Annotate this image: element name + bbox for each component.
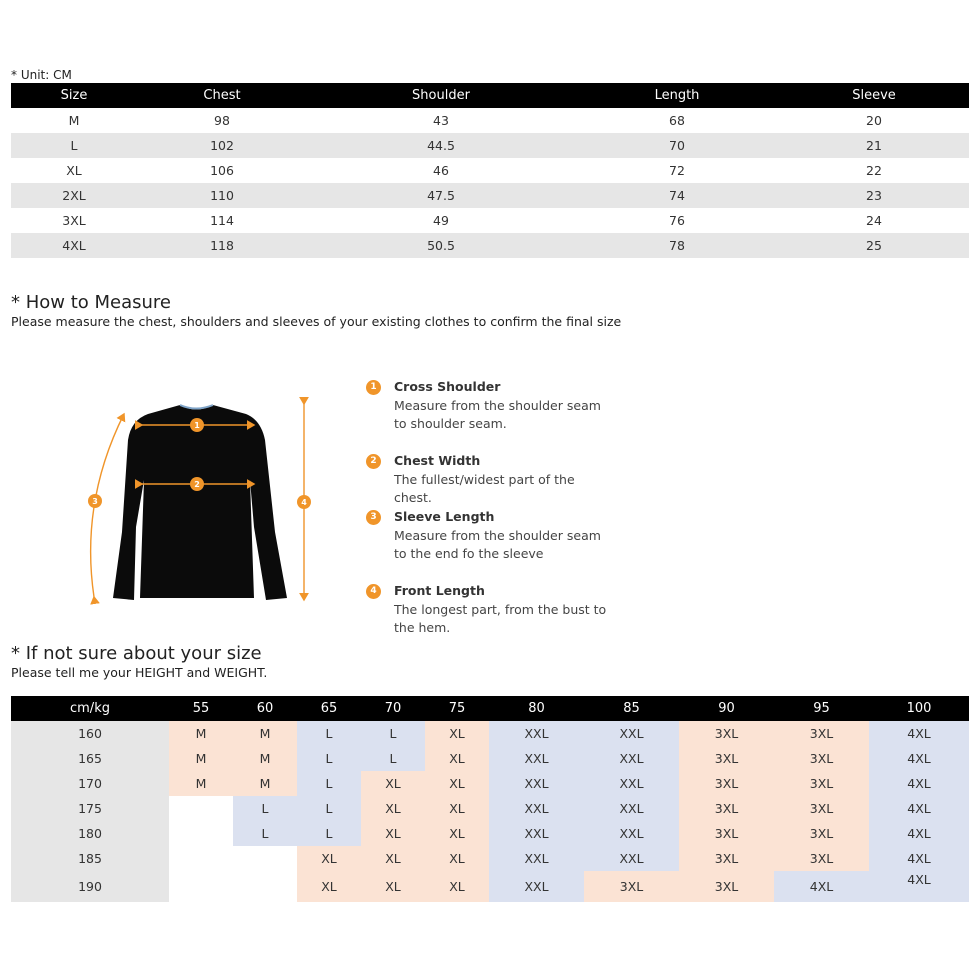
- size-cell: L: [361, 721, 425, 746]
- size-cell: XXL: [489, 721, 584, 746]
- size-cell: 3XL: [774, 721, 869, 746]
- size-cell: L: [361, 746, 425, 771]
- size-cell: XL: [425, 871, 489, 902]
- shoulder-cell: 46: [433, 163, 449, 178]
- unit-note: * Unit: CM: [11, 68, 72, 82]
- height-cell: 165: [11, 746, 169, 771]
- height-cell: 170: [11, 771, 169, 796]
- size-cell: 3XL: [679, 721, 774, 746]
- table-row: [11, 796, 969, 821]
- size-cell: L: [233, 821, 297, 846]
- length-cell: 76: [669, 213, 685, 228]
- size-cell: 4XL: [869, 846, 969, 871]
- size-cell: XL: [361, 846, 425, 871]
- size-cell: 3XL: [679, 846, 774, 871]
- how-to-measure-heading: * How to Measure: [11, 292, 172, 313]
- size-cell: M: [233, 746, 297, 771]
- marker-label: 3: [92, 497, 98, 506]
- fit-guide-heading: * If not sure about your size: [11, 643, 262, 664]
- size-cell: L: [233, 796, 297, 821]
- size-cell: XXL: [584, 846, 679, 871]
- size-cell: M: [169, 746, 233, 771]
- fit-header-row: [11, 696, 969, 721]
- size-cell: L: [297, 821, 361, 846]
- size-cell: XXL: [489, 821, 584, 846]
- shoulder-cell: 43: [433, 113, 449, 128]
- sleeve-cell: 24: [866, 213, 882, 228]
- table-row: [11, 183, 969, 208]
- weight-header: 100: [869, 696, 969, 721]
- size-cell: 4XL: [869, 721, 969, 746]
- size-cell: [169, 846, 233, 871]
- number-badge-icon: 3: [366, 510, 381, 525]
- sleeve-cell: 21: [779, 133, 969, 158]
- size-cell: L: [297, 771, 361, 796]
- size-cell: 4XL: [774, 871, 869, 902]
- size-cell: 3XL: [774, 771, 869, 796]
- size-cell: L: [297, 746, 361, 771]
- size-cell: 3XL: [679, 746, 774, 771]
- size-cell: XXL: [584, 721, 679, 746]
- measure-description-line: the hem.: [394, 620, 451, 635]
- sleeve-cell: 22: [866, 163, 882, 178]
- weight-header: 85: [584, 696, 679, 721]
- sleeve-cell: 23: [779, 183, 969, 208]
- chest-header: Chest: [137, 83, 307, 108]
- weight-header: 80: [489, 696, 584, 721]
- shoulder-cell: 49: [433, 213, 449, 228]
- number-badge-icon: 4: [366, 584, 381, 599]
- size-cell: XXL: [584, 796, 679, 821]
- measure-title: Chest Width: [394, 453, 481, 468]
- size-cell: XL: [361, 821, 425, 846]
- size-cell: 3XL: [774, 846, 869, 871]
- shoulder-cell: 50.5: [307, 233, 575, 258]
- table-row: [11, 108, 969, 133]
- height-cell: 185: [11, 846, 169, 871]
- size-cell: 3XL: [584, 871, 679, 902]
- size-cell: [169, 821, 233, 846]
- weight-header: 75: [425, 696, 489, 721]
- size-cell: 4XL: [869, 746, 969, 771]
- measure-description-line: Measure from the shoulder seam: [394, 528, 601, 543]
- size-cell: 3XL: [679, 871, 774, 902]
- length-cell: 72: [669, 163, 685, 178]
- weight-header: 70: [361, 696, 425, 721]
- sleeve-cell: 25: [779, 233, 969, 258]
- length-cell: 70: [575, 133, 779, 158]
- size-cell: XXL: [584, 821, 679, 846]
- size-cell: 3XL: [679, 771, 774, 796]
- measure-description-line: The longest part, from the bust to: [394, 602, 607, 617]
- height-cell: 160: [11, 721, 169, 746]
- size-cell: 4XL: [869, 821, 969, 846]
- size-cell: [869, 871, 969, 902]
- size-cell: M: [169, 771, 233, 796]
- chest-cell: 98: [214, 113, 230, 128]
- size-cell: XL: [425, 846, 489, 871]
- size-cell: XL: [361, 771, 425, 796]
- height-cell: 190: [11, 871, 169, 902]
- shoulder-header: Shoulder: [307, 83, 575, 108]
- size-cell: 4XL: [869, 771, 969, 796]
- measure-description-line: The fullest/widest part of the chest.: [394, 472, 575, 505]
- size-cell: XXL: [489, 871, 584, 902]
- size-cell: [233, 871, 297, 902]
- weight-header: 55: [169, 696, 233, 721]
- size-cell: XL: [361, 796, 425, 821]
- measure-description-line: to the end fo the sleeve: [394, 546, 544, 561]
- size-cell: XXL: [489, 796, 584, 821]
- size-cell: 3XL: [62, 213, 86, 228]
- table-row: [11, 771, 969, 796]
- shirt-measurement-diagram: [78, 392, 328, 607]
- measure-description: [394, 601, 609, 637]
- chest-cell: 114: [210, 213, 234, 228]
- measure-description: [394, 397, 609, 433]
- size-cell: 3XL: [679, 821, 774, 846]
- size-cell: XXL: [489, 846, 584, 871]
- table-row: [11, 846, 969, 871]
- size-cell: XL: [297, 846, 361, 871]
- weight-header: 65: [297, 696, 361, 721]
- size-chart-table: [11, 83, 969, 258]
- weight-header: 90: [679, 696, 774, 721]
- table-row: [11, 871, 969, 902]
- size-cell: XXL: [489, 771, 584, 796]
- corner-header: cm/kg: [11, 696, 169, 721]
- chest-cell: 102: [137, 133, 307, 158]
- table-row: [11, 158, 969, 183]
- how-to-measure-subheading: Please measure the chest, shoulders and sleeves of your existing clothes to confirm the final size: [11, 314, 622, 329]
- size-cell: XXL: [584, 771, 679, 796]
- measure-title: Front Length: [394, 583, 485, 598]
- measure-title: Sleeve Length: [394, 509, 495, 524]
- sleeve-header: Sleeve: [779, 83, 969, 108]
- measure-description-line: to shoulder seam.: [394, 416, 507, 431]
- measure-title: Cross Shoulder: [394, 379, 501, 394]
- size-cell: 4XL: [869, 796, 969, 821]
- size-cell: XL: [425, 821, 489, 846]
- size-cell: M: [169, 721, 233, 746]
- shoulder-cell: 44.5: [307, 133, 575, 158]
- number-badge-icon: 2: [366, 454, 381, 469]
- marker-label: 1: [194, 421, 200, 430]
- chest-cell: 118: [137, 233, 307, 258]
- sweater-silhouette: [113, 405, 287, 600]
- size-cell: 3XL: [774, 746, 869, 771]
- size-cell: M: [233, 771, 297, 796]
- size-cell: XL: [425, 746, 489, 771]
- size-cell: L: [297, 796, 361, 821]
- table-row: [11, 208, 969, 233]
- chest-cell: 106: [210, 163, 234, 178]
- size-cell: M: [233, 721, 297, 746]
- size-cell: L: [11, 133, 137, 158]
- number-badge-icon: 1: [366, 380, 381, 395]
- size-cell: XL: [425, 771, 489, 796]
- size-cell: M: [68, 113, 80, 128]
- sleeve-cell: 20: [866, 113, 882, 128]
- height-cell: 180: [11, 821, 169, 846]
- size-cell: 2XL: [11, 183, 137, 208]
- length-cell: 78: [575, 233, 779, 258]
- table-row: [11, 721, 969, 746]
- table-row: [11, 133, 969, 158]
- size-cell: [169, 796, 233, 821]
- marker-label: 2: [194, 480, 200, 489]
- size-cell: 3XL: [679, 796, 774, 821]
- size-chart-header-row: [11, 83, 969, 108]
- shoulder-cell: 47.5: [307, 183, 575, 208]
- height-weight-table: [11, 696, 969, 902]
- size-cell-text: 4XL: [907, 872, 931, 887]
- size-cell: XL: [297, 871, 361, 902]
- fit-guide-subheading: Please tell me your HEIGHT and WEIGHT.: [11, 665, 268, 680]
- length-cell: 74: [575, 183, 779, 208]
- size-cell: [233, 846, 297, 871]
- size-cell: 3XL: [774, 796, 869, 821]
- table-row: [11, 746, 969, 771]
- chest-cell: 110: [137, 183, 307, 208]
- height-cell: 175: [11, 796, 169, 821]
- size-cell: XL: [66, 163, 82, 178]
- size-cell: XL: [361, 871, 425, 902]
- size-cell: 3XL: [774, 821, 869, 846]
- length-cell: 68: [669, 113, 685, 128]
- length-header: Length: [575, 83, 779, 108]
- size-cell: [169, 871, 233, 902]
- measure-description: [394, 527, 609, 563]
- size-cell: L: [297, 721, 361, 746]
- measure-description-line: Measure from the shoulder seam: [394, 398, 601, 413]
- size-cell: XXL: [489, 746, 584, 771]
- size-cell: 4XL: [11, 233, 137, 258]
- weight-header: 95: [774, 696, 869, 721]
- size-cell: XXL: [584, 746, 679, 771]
- table-row: [11, 821, 969, 846]
- size-cell: XL: [425, 721, 489, 746]
- size-header: Size: [11, 83, 137, 108]
- size-cell: XL: [425, 796, 489, 821]
- weight-header: 60: [233, 696, 297, 721]
- marker-label: 4: [301, 498, 307, 507]
- measure-description: [394, 471, 609, 507]
- table-row: [11, 233, 969, 258]
